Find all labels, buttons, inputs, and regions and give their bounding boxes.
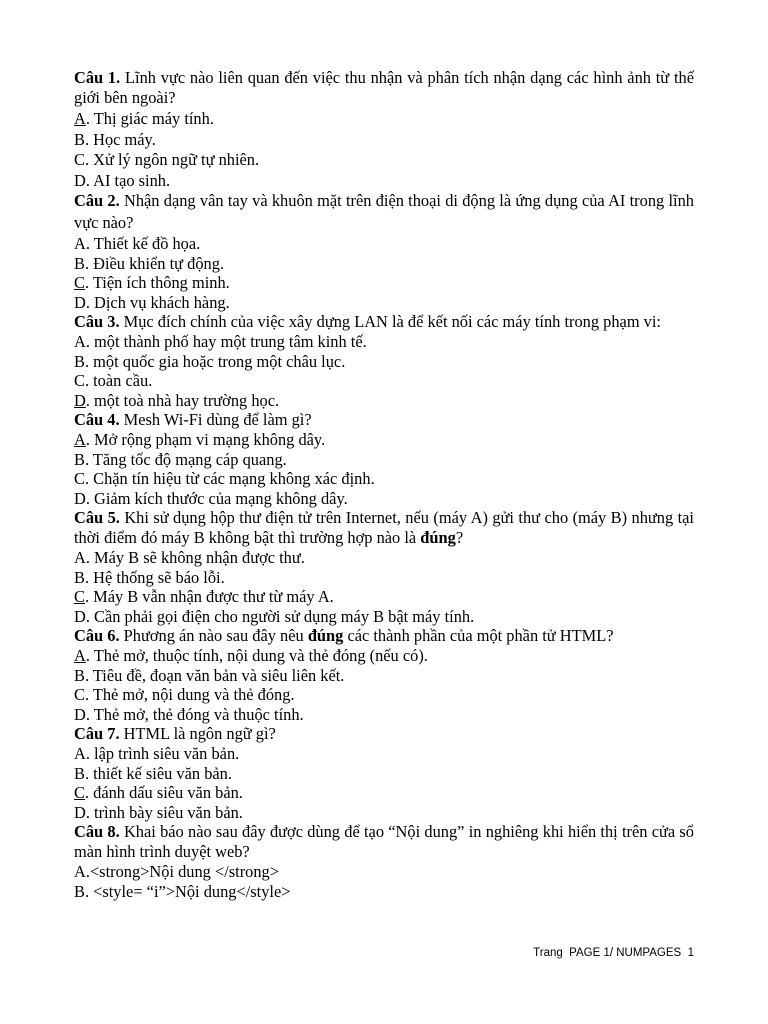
option-text: . một toà nhà hay trường học. [85,390,280,410]
option-text: . Thị giác máy tính. [85,109,214,128]
option-8b [74,882,694,902]
question-text: HTML là ngôn ngữ gì? [123,724,276,743]
question-text: Mesh Wi-Fi dùng để làm gì? [123,410,312,429]
question-label: Câu 6. [74,626,120,645]
option-letter: B [74,763,85,783]
question-text: Mục đích chính của việc xây dựng LAN là để kết nối các máy tính trong phạm vi: [123,312,661,331]
option-letter: B [74,129,85,149]
option-3d [74,391,694,411]
option-3b [74,352,694,372]
option-text: . Thiết kế đồ họa. [85,234,201,253]
option-6b [74,666,694,686]
question-1 [74,68,694,108]
option-text: . Thẻ mở, thuộc tính, nội dung và thẻ đóng (nếu có). [85,646,428,665]
option-letter: D [74,704,86,724]
option-letter: B [74,253,85,273]
option-4d [74,489,694,509]
option-text: . Thẻ mở, nội dung và thẻ đóng. [84,685,295,704]
option-text: . Thẻ mở, thẻ đóng và thuộc tính. [85,704,304,724]
option-6a [74,646,694,666]
option-7b [74,764,694,784]
question-3 [74,312,694,332]
option-1d [74,171,694,191]
option-text: . Chặn tín hiệu từ các mạng không xác định. [84,469,375,488]
question-label: Câu 2. [74,191,120,210]
option-text: . Giảm kích thước của mạng không dây. [85,488,348,508]
option-7c [74,783,694,803]
question-text: Lĩnh vực nào liên quan đến việc thu nhận và phân tích nhận dạng các hình ảnh từ thế giới bên ngoài? [74,68,694,107]
option-letter: D [74,606,86,626]
option-text: . đánh dấu siêu văn bản. [84,783,243,802]
question-label: Câu 8. [74,822,120,841]
option-text: . Tiêu đề, đoạn văn bản và siêu liên kết. [84,665,345,685]
option-letter: B [74,567,85,587]
question-4 [74,410,694,430]
option-5a [74,548,694,568]
option-text: . Hệ thống sẽ báo lỗi. [84,567,225,587]
option-text: . Cần phải gọi điện cho người sử dụng máy B bật máy tính. [85,606,475,626]
exam-page [74,68,694,901]
option-letter: C [74,685,85,704]
option-1a [74,109,694,129]
emphasis-word: đúng [420,528,456,547]
option-4b [74,450,694,470]
question-label: Câu 1. [74,68,121,87]
option-6c [74,685,694,705]
option-text: . Máy B sẽ không nhận được thư. [85,548,305,567]
option-letter: A [74,548,86,567]
option-letter: C [74,273,85,292]
question-text: Khai báo nào sau đây được dùng để tạo “Nội dung” in nghiêng khi hiển thị trên cửa sổ màn hình trình duyệt web? [74,822,694,861]
option-2a [74,234,694,254]
option-letter: A [74,646,86,665]
option-text: . Điều khiển tự động. [84,253,225,273]
option-4c [74,469,694,489]
option-1b [74,130,694,150]
option-text: . Xử lý ngôn ngữ tự nhiên. [84,150,260,169]
option-3a [74,332,694,352]
option-letter: B [74,351,85,371]
option-letter: A [74,109,86,128]
option-text: . một quốc gia hoặc trong một châu lục. [84,351,346,371]
emphasis-word: đúng [307,626,344,645]
option-letter: C [74,783,85,802]
option-5c [74,587,694,607]
question-2 [74,190,694,234]
question-label: Câu 5. [74,508,120,527]
option-text: . Học máy. [84,129,156,149]
question-text-end: ? [455,528,464,547]
option-letter: A [74,234,86,253]
option-3c [74,371,694,391]
option-2b [74,254,694,274]
option-text: . Dịch vụ khách hàng. [85,292,230,312]
option-letter: D [74,170,86,190]
question-text: Nhận dạng vân tay và khuôn mặt trên điện thoại di động là ứng dụng của AI trong lĩnh vực nào? [74,191,694,232]
question-8 [74,822,694,862]
option-letter: D [74,488,86,508]
question-label: Câu 4. [74,410,120,429]
option-text: . Mở rộng phạm vi mạng không dây. [85,430,326,449]
option-text: . AI tạo sinh. [85,170,171,190]
option-8a [74,862,694,882]
option-text: . Máy B vẫn nhận được thư từ máy A. [84,587,334,606]
option-text: . <style= “i”>Nội dung</style> [84,881,291,901]
page-footer: Trang PAGE 1/ NUMPAGES 1 [533,947,694,959]
option-letter: A [74,332,86,351]
option-letter: A [74,430,86,449]
option-text: . trình bày siêu văn bản. [85,802,243,822]
option-1c [74,150,694,170]
option-letter: C [74,469,85,488]
option-2c [74,273,694,293]
question-text: Phương án nào sau đây nêu [123,626,308,645]
option-letter: B [74,449,85,469]
question-text: Khi sử dụng hộp thư điện tử trên Internet, nếu (máy A) gửi thư cho (máy B) nhưng tại thời điểm đó máy B không bật thì trường hợp nào là [74,508,694,547]
option-text: . một thành phố hay một trung tâm kinh tế. [85,332,367,351]
option-6d [74,705,694,725]
option-letter: D [74,802,86,822]
question-6 [74,626,694,646]
option-letter: A [74,862,86,881]
option-letter: C [74,150,85,169]
option-letter: B [74,665,85,685]
question-text-end: các thành phần của một phần tử HTML? [343,626,614,645]
option-7d [74,803,694,823]
option-5b [74,568,694,588]
option-letter: C [74,371,85,390]
option-text: . thiết kế siêu văn bản. [84,763,232,783]
option-letter: D [74,390,86,410]
option-2d [74,293,694,313]
option-letter: D [74,292,86,312]
option-4a [74,430,694,450]
option-text: . toàn cầu. [84,371,153,390]
option-text: . Tiện ích thông minh. [84,273,230,292]
option-letter: B [74,881,85,901]
question-5 [74,508,694,548]
option-text: .<strong>Nội dung </strong> [85,862,279,881]
question-label: Câu 3. [74,312,120,331]
option-letter: A [74,744,86,763]
option-text: . lập trình siêu văn bản. [85,744,240,763]
option-letter: C [74,587,85,606]
question-7 [74,724,694,744]
question-label: Câu 7. [74,724,120,743]
option-text: . Tăng tốc độ mạng cáp quang. [84,449,287,469]
option-5d [74,607,694,627]
option-7a [74,744,694,764]
